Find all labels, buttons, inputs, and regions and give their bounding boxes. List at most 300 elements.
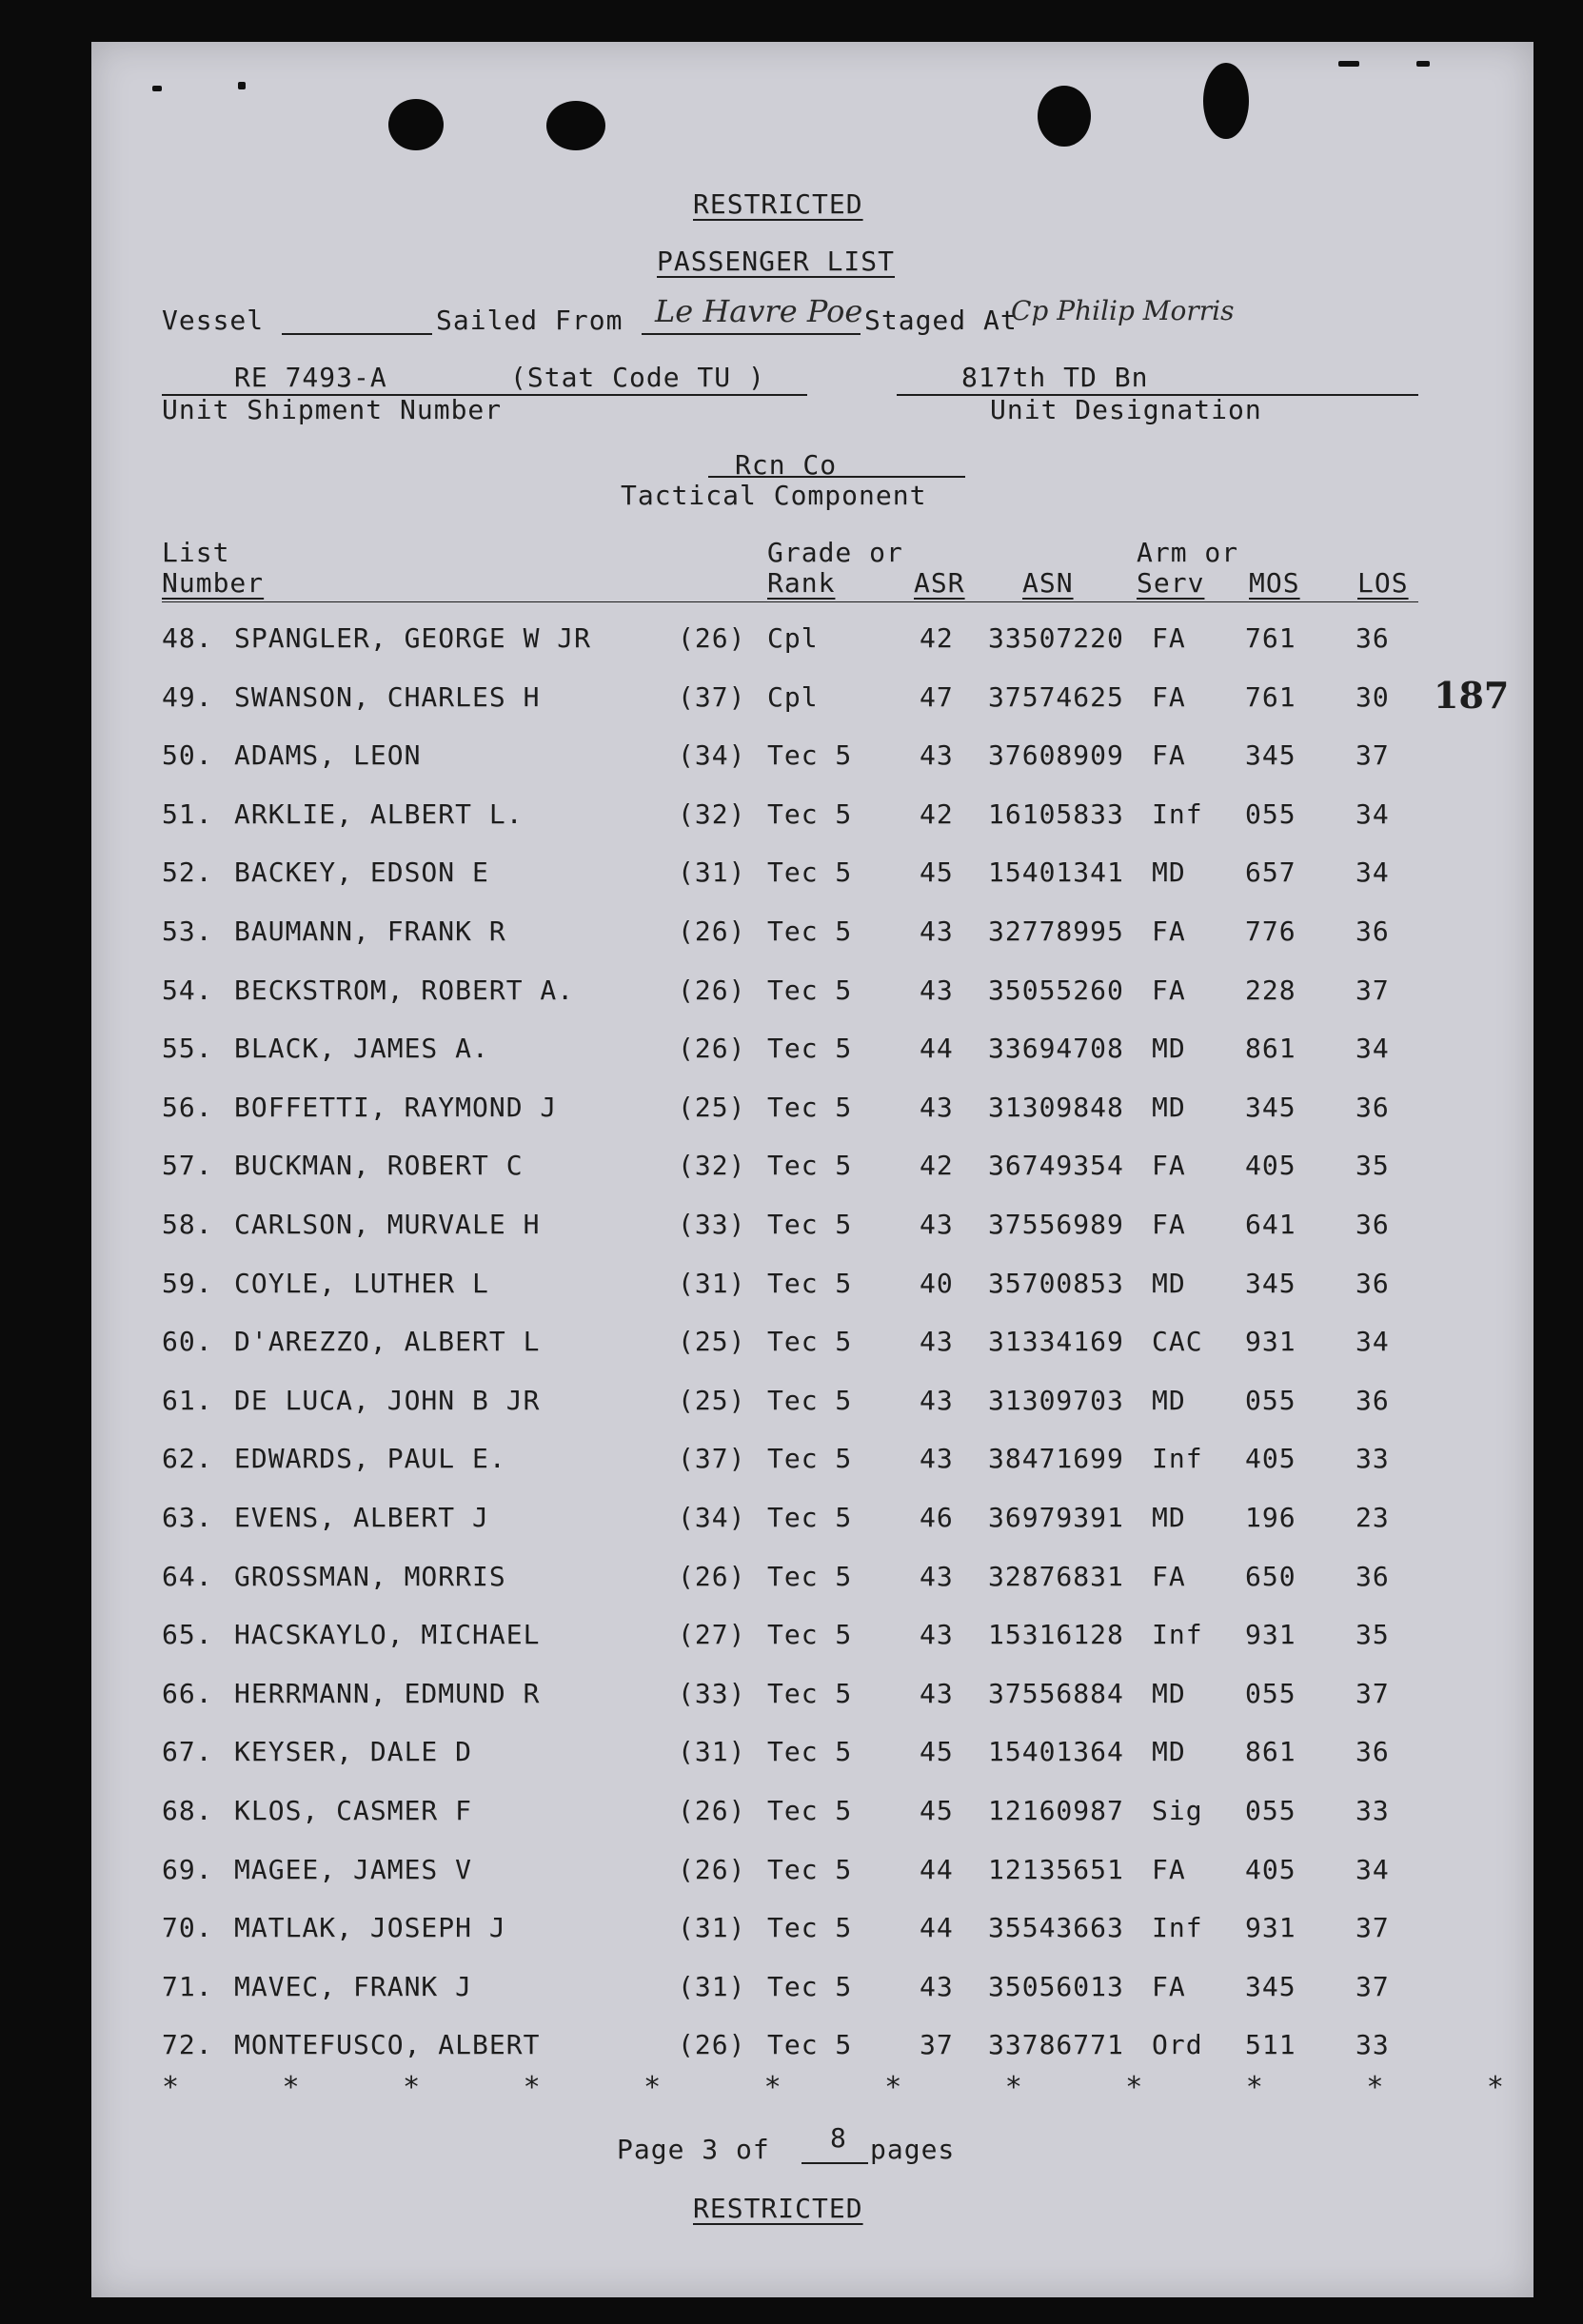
mos-code: 761	[1245, 680, 1296, 713]
los-value: 36	[1355, 1267, 1390, 1299]
mos-code: 511	[1245, 2029, 1296, 2061]
asr-score: 43	[920, 1677, 954, 1709]
mos-code: 345	[1245, 1267, 1296, 1299]
grade-rank: Tec 5	[767, 1677, 853, 1709]
row-number: 51.	[162, 798, 213, 830]
passenger-name: SPANGLER, GEORGE W JR	[234, 622, 592, 654]
passenger-name: EVENS, ALBERT J	[234, 1502, 489, 1533]
page-indicator-prefix: Page 3 of	[617, 2134, 770, 2165]
arm-or-service: FA	[1152, 622, 1186, 654]
mos-code: 345	[1245, 739, 1296, 772]
arm-or-service: FA	[1152, 916, 1186, 947]
arm-or-service: FA	[1152, 1150, 1186, 1182]
army-serial-number: 32778995	[988, 916, 1124, 947]
grade-rank: Tec 5	[767, 1560, 853, 1592]
los-value: 36	[1355, 1560, 1390, 1592]
row-number: 61.	[162, 1384, 213, 1416]
row-number: 55.	[162, 1033, 213, 1065]
los-value: 37	[1355, 1970, 1390, 2002]
army-serial-number: 16105833	[988, 798, 1124, 830]
los-value: 30	[1355, 680, 1390, 713]
passenger-age: (25)	[678, 1091, 746, 1123]
asr-score: 42	[920, 1150, 954, 1182]
separator-star: *	[763, 2071, 782, 2104]
grade-rank: Tec 5	[767, 1209, 853, 1240]
row-number: 66.	[162, 1677, 213, 1709]
arm-or-service: Inf	[1152, 1912, 1203, 1944]
army-serial-number: 38471699	[988, 1443, 1124, 1475]
mos-code: 657	[1245, 857, 1296, 889]
asr-score: 40	[920, 1267, 954, 1299]
page-total-line	[801, 2162, 868, 2164]
mos-code: 345	[1245, 1091, 1296, 1123]
army-serial-number: 33507220	[988, 622, 1124, 654]
asr-score: 43	[920, 974, 954, 1006]
col-asr: ASR	[914, 567, 965, 599]
mos-code: 055	[1245, 1384, 1296, 1416]
tactical-component-value: Rcn Co	[735, 449, 838, 481]
table-row	[91, 1561, 1534, 1599]
grade-rank: Tec 5	[767, 1267, 853, 1299]
vessel-label: Vessel	[162, 305, 265, 336]
mos-code: 861	[1245, 1736, 1296, 1768]
passenger-age: (32)	[678, 1150, 746, 1182]
table-row	[91, 1619, 1534, 1657]
grade-rank: Tec 5	[767, 1384, 853, 1416]
arm-or-service: FA	[1152, 739, 1186, 772]
passenger-name: KEYSER, DALE D	[234, 1736, 473, 1768]
separator-star: *	[162, 2071, 180, 2104]
passenger-age: (31)	[678, 857, 746, 889]
army-serial-number: 15401364	[988, 1736, 1124, 1768]
passenger-age: (25)	[678, 1326, 746, 1358]
passenger-name: BOFFETTI, RAYMOND J	[234, 1091, 558, 1123]
arm-or-service: FA	[1152, 1560, 1186, 1592]
mark-3	[1338, 61, 1359, 67]
table-row	[91, 1150, 1534, 1188]
army-serial-number: 15316128	[988, 1619, 1124, 1651]
asr-score: 43	[920, 1443, 954, 1475]
asr-score: 43	[920, 1384, 954, 1416]
arm-or-service: MD	[1152, 1384, 1186, 1416]
col-mos: MOS	[1249, 567, 1300, 599]
mark-2	[238, 82, 246, 89]
grade-rank: Tec 5	[767, 1326, 853, 1358]
grade-rank: Tec 5	[767, 1091, 853, 1123]
col-arm-bottom: Serv	[1137, 567, 1205, 599]
grade-rank: Tec 5	[767, 1033, 853, 1065]
mos-code: 405	[1245, 1853, 1296, 1885]
table-row	[91, 1033, 1534, 1071]
passenger-name: BAUMANN, FRANK R	[234, 916, 506, 947]
passenger-name: GROSSMAN, MORRIS	[234, 1560, 506, 1592]
page-total: 8	[830, 2122, 847, 2154]
mos-code: 405	[1245, 1443, 1296, 1475]
los-value: 36	[1355, 1384, 1390, 1416]
passenger-age: (33)	[678, 1677, 746, 1709]
col-grade-bottom: Rank	[767, 567, 836, 599]
mos-code: 055	[1245, 1677, 1296, 1709]
army-serial-number: 31309848	[988, 1091, 1124, 1123]
asr-score: 47	[920, 680, 954, 713]
los-value: 37	[1355, 739, 1390, 772]
passenger-age: (26)	[678, 916, 746, 947]
passenger-age: (26)	[678, 1853, 746, 1885]
col-list-top: List	[162, 537, 230, 568]
table-row	[91, 1502, 1534, 1540]
table-row	[91, 1209, 1534, 1247]
punch-hole-4	[1203, 63, 1249, 139]
grade-rank: Tec 5	[767, 1150, 853, 1182]
col-grade-top: Grade or	[767, 537, 903, 568]
passenger-age: (33)	[678, 1209, 746, 1240]
mos-code: 931	[1245, 1326, 1296, 1358]
passenger-name: COYLE, LUTHER L	[234, 1267, 489, 1299]
separator-star: *	[643, 2071, 662, 2104]
passenger-name: MAVEC, FRANK J	[234, 1970, 473, 2002]
passenger-age: (26)	[678, 1560, 746, 1592]
table-row	[91, 857, 1534, 895]
separator-star: *	[1125, 2071, 1143, 2104]
row-number: 48.	[162, 622, 213, 654]
army-serial-number: 36749354	[988, 1150, 1124, 1182]
document-title: PASSENGER LIST	[657, 246, 896, 277]
asr-score: 37	[920, 2029, 954, 2061]
asr-score: 43	[920, 1326, 954, 1358]
separator-star: *	[1486, 2071, 1504, 2104]
row-number: 70.	[162, 1912, 213, 1944]
passenger-age: (31)	[678, 1736, 746, 1768]
los-value: 36	[1355, 1091, 1390, 1123]
row-number: 69.	[162, 1853, 213, 1885]
table-row	[91, 681, 1534, 719]
los-value: 36	[1355, 1209, 1390, 1240]
los-value: 33	[1355, 1795, 1390, 1826]
passenger-name: BACKEY, EDSON E	[234, 857, 489, 889]
restricted-bottom: RESTRICTED	[693, 2193, 863, 2224]
passenger-age: (26)	[678, 1795, 746, 1826]
asr-score: 45	[920, 1736, 954, 1768]
row-number: 67.	[162, 1736, 213, 1768]
passenger-name: MONTEFUSCO, ALBERT	[234, 2029, 541, 2061]
col-asn: ASN	[1022, 567, 1074, 599]
asr-score: 44	[920, 1912, 954, 1944]
los-value: 34	[1355, 1853, 1390, 1885]
grade-rank: Tec 5	[767, 2029, 853, 2061]
army-serial-number: 37556884	[988, 1677, 1124, 1709]
arm-or-service: Sig	[1152, 1795, 1203, 1826]
army-serial-number: 36979391	[988, 1502, 1124, 1533]
asr-score: 43	[920, 1619, 954, 1651]
unit-designation-label: Unit Designation	[990, 394, 1262, 425]
mos-code: 650	[1245, 1560, 1296, 1592]
mos-code: 761	[1245, 622, 1296, 654]
table-row	[91, 1971, 1534, 2009]
grade-rank: Tec 5	[767, 974, 853, 1006]
restricted-top: RESTRICTED	[693, 188, 863, 220]
grade-rank: Tec 5	[767, 1970, 853, 2002]
los-value: 34	[1355, 1033, 1390, 1065]
asr-score: 45	[920, 857, 954, 889]
los-value: 34	[1355, 857, 1390, 889]
header-rule	[162, 601, 1418, 602]
grade-rank: Tec 5	[767, 1443, 853, 1475]
separator-star: *	[1366, 2071, 1384, 2104]
asr-score: 44	[920, 1853, 954, 1885]
passenger-age: (37)	[678, 1443, 746, 1475]
army-serial-number: 12160987	[988, 1795, 1124, 1826]
staged-at-value: Cp Philip Morris	[1011, 295, 1235, 326]
punch-hole-2	[546, 101, 605, 150]
arm-or-service: FA	[1152, 1209, 1186, 1240]
passenger-age: (25)	[678, 1384, 746, 1416]
passenger-name: SWANSON, CHARLES H	[234, 680, 541, 713]
arm-or-service: MD	[1152, 1736, 1186, 1768]
los-value: 34	[1355, 1326, 1390, 1358]
passenger-age: (31)	[678, 1912, 746, 1944]
passenger-name: CARLSON, MURVALE H	[234, 1209, 541, 1240]
mos-code: 055	[1245, 1795, 1296, 1826]
grade-rank: Cpl	[767, 680, 819, 713]
unit-designation-value: 817th TD Bn	[961, 362, 1149, 393]
end-of-list-stars	[162, 2071, 1504, 2104]
passenger-age: (26)	[678, 974, 746, 1006]
los-value: 35	[1355, 1150, 1390, 1182]
punch-hole-3	[1038, 86, 1091, 147]
passenger-age: (26)	[678, 2029, 746, 2061]
arm-or-service: MD	[1152, 1091, 1186, 1123]
passenger-name: D'AREZZO, ALBERT L	[234, 1326, 541, 1358]
mos-code: 196	[1245, 1502, 1296, 1533]
row-number: 68.	[162, 1795, 213, 1826]
table-row	[91, 916, 1534, 954]
asr-score: 43	[920, 1209, 954, 1240]
army-serial-number: 35056013	[988, 1970, 1124, 2002]
table-row	[91, 798, 1534, 837]
grade-rank: Tec 5	[767, 1795, 853, 1826]
table-row	[91, 1268, 1534, 1306]
passenger-name: KLOS, CASMER F	[234, 1795, 473, 1826]
vessel-blank-line	[282, 333, 432, 335]
mark-4	[1416, 61, 1430, 67]
row-number: 50.	[162, 739, 213, 772]
mos-code: 055	[1245, 798, 1296, 830]
army-serial-number: 35055260	[988, 974, 1124, 1006]
mos-code: 405	[1245, 1150, 1296, 1182]
passenger-age: (32)	[678, 798, 746, 830]
mos-code: 861	[1245, 1033, 1296, 1065]
army-serial-number: 35700853	[988, 1267, 1124, 1299]
mos-code: 931	[1245, 1912, 1296, 1944]
los-value: 37	[1355, 974, 1390, 1006]
row-number: 62.	[162, 1443, 213, 1475]
passenger-age: (37)	[678, 680, 746, 713]
army-serial-number: 32876831	[988, 1560, 1124, 1592]
arm-or-service: FA	[1152, 974, 1186, 1006]
arm-or-service: Inf	[1152, 1619, 1203, 1651]
asr-score: 45	[920, 1795, 954, 1826]
los-value: 37	[1355, 1677, 1390, 1709]
arm-or-service: FA	[1152, 1970, 1186, 2002]
army-serial-number: 31309703	[988, 1384, 1124, 1416]
row-number: 60.	[162, 1326, 213, 1358]
los-value: 23	[1355, 1502, 1390, 1533]
col-list-bottom: Number	[162, 567, 265, 599]
shipment-number-value: RE 7493-A	[234, 362, 387, 393]
separator-star: *	[403, 2071, 421, 2104]
table-row	[91, 1092, 1534, 1130]
passenger-age: (31)	[678, 1970, 746, 2002]
arm-or-service: MD	[1152, 857, 1186, 889]
asr-score: 46	[920, 1502, 954, 1533]
passenger-age: (34)	[678, 739, 746, 772]
asr-score: 43	[920, 916, 954, 947]
staged-at-label: Staged At	[864, 305, 1018, 336]
passenger-name: HACSKAYLO, MICHAEL	[234, 1619, 541, 1651]
table-row	[91, 739, 1534, 778]
los-value: 36	[1355, 916, 1390, 947]
asr-score: 43	[920, 1970, 954, 2002]
row-number: 54.	[162, 974, 213, 1006]
arm-or-service: Ord	[1152, 2029, 1203, 2061]
separator-star: *	[523, 2071, 541, 2104]
row-number: 63.	[162, 1502, 213, 1533]
grade-rank: Tec 5	[767, 1502, 853, 1533]
table-row	[91, 1854, 1534, 1892]
arm-or-service: FA	[1152, 1853, 1186, 1885]
table-row	[91, 2029, 1534, 2067]
separator-star: *	[1245, 2071, 1263, 2104]
passenger-name: BUCKMAN, ROBERT C	[234, 1150, 524, 1182]
mark-1	[152, 86, 162, 91]
arm-or-service: MD	[1152, 1677, 1186, 1709]
shipment-number-label: Unit Shipment Number	[162, 394, 503, 425]
grade-rank: Cpl	[767, 622, 819, 654]
punch-hole-1	[388, 99, 444, 150]
grade-rank: Tec 5	[767, 1736, 853, 1768]
table-row	[91, 1385, 1534, 1423]
grade-rank: Tec 5	[767, 1912, 853, 1944]
asr-score: 42	[920, 798, 954, 830]
arm-or-service: MD	[1152, 1033, 1186, 1065]
arm-or-service: MD	[1152, 1502, 1186, 1533]
col-arm-top: Arm or	[1137, 537, 1239, 568]
passenger-age: (31)	[678, 1267, 746, 1299]
asr-score: 43	[920, 1091, 954, 1123]
grade-rank: Tec 5	[767, 1853, 853, 1885]
passenger-name: DE LUCA, JOHN B JR	[234, 1384, 541, 1416]
separator-star: *	[282, 2071, 300, 2104]
army-serial-number: 35543663	[988, 1912, 1124, 1944]
passenger-age: (26)	[678, 622, 746, 654]
passenger-age: (26)	[678, 1033, 746, 1065]
table-row	[91, 1326, 1534, 1364]
army-serial-number: 33786771	[988, 2029, 1124, 2061]
passenger-age: (27)	[678, 1619, 746, 1651]
table-row	[91, 1443, 1534, 1481]
table-row	[91, 1678, 1534, 1716]
los-value: 33	[1355, 1443, 1390, 1475]
army-serial-number: 37556989	[988, 1209, 1124, 1240]
mos-code: 641	[1245, 1209, 1296, 1240]
asr-score: 43	[920, 1560, 954, 1592]
passenger-name: MAGEE, JAMES V	[234, 1853, 473, 1885]
row-number: 64.	[162, 1560, 213, 1592]
mos-code: 345	[1245, 1970, 1296, 2002]
row-number: 53.	[162, 916, 213, 947]
col-los: LOS	[1357, 567, 1409, 599]
asr-score: 44	[920, 1033, 954, 1065]
row-number: 56.	[162, 1091, 213, 1123]
passenger-name: HERRMANN, EDMUND R	[234, 1677, 541, 1709]
arm-or-service: Inf	[1152, 1443, 1203, 1475]
tactical-component-label: Tactical Component	[621, 480, 927, 511]
separator-star: *	[884, 2071, 902, 2104]
grade-rank: Tec 5	[767, 916, 853, 947]
sailed-from-value: Le Havre Poe	[655, 293, 863, 329]
passenger-name: ADAMS, LEON	[234, 739, 422, 772]
army-serial-number: 12135651	[988, 1853, 1124, 1885]
los-value: 34	[1355, 798, 1390, 830]
los-value: 33	[1355, 2029, 1390, 2061]
asr-score: 43	[920, 739, 954, 772]
passenger-age: (34)	[678, 1502, 746, 1533]
table-row	[91, 1795, 1534, 1833]
table-row	[91, 1912, 1534, 1950]
table-row	[91, 975, 1534, 1013]
army-serial-number: 31334169	[988, 1326, 1124, 1358]
los-value: 37	[1355, 1912, 1390, 1944]
row-number: 49.	[162, 680, 213, 713]
los-value: 35	[1355, 1619, 1390, 1651]
document-page	[91, 42, 1534, 2297]
los-value: 36	[1355, 622, 1390, 654]
passenger-name: ARKLIE, ALBERT L.	[234, 798, 524, 830]
passenger-name: EDWARDS, PAUL E.	[234, 1443, 506, 1475]
grade-rank: Tec 5	[767, 798, 853, 830]
table-row	[91, 622, 1534, 660]
arm-or-service: CAC	[1152, 1326, 1203, 1358]
margin-page-number: 187	[1434, 674, 1510, 717]
passenger-name: MATLAK, JOSEPH J	[234, 1912, 506, 1944]
sailed-from-label: Sailed From	[436, 305, 623, 336]
grade-rank: Tec 5	[767, 739, 853, 772]
asr-score: 42	[920, 622, 954, 654]
army-serial-number: 37574625	[988, 680, 1124, 713]
row-number: 57.	[162, 1150, 213, 1182]
grade-rank: Tec 5	[767, 1619, 853, 1651]
row-number: 71.	[162, 1970, 213, 2002]
row-number: 65.	[162, 1619, 213, 1651]
passenger-name: BLACK, JAMES A.	[234, 1033, 489, 1065]
arm-or-service: MD	[1152, 1267, 1186, 1299]
row-number: 59.	[162, 1267, 213, 1299]
separator-star: *	[1004, 2071, 1022, 2104]
sailed-from-line	[642, 333, 861, 335]
army-serial-number: 33694708	[988, 1033, 1124, 1065]
army-serial-number: 37608909	[988, 739, 1124, 772]
page-indicator-suffix: pages	[870, 2134, 956, 2165]
table-row	[91, 1736, 1534, 1774]
passenger-name: BECKSTROM, ROBERT A.	[234, 974, 575, 1006]
stat-code: (Stat Code TU )	[510, 362, 765, 393]
row-number: 52.	[162, 857, 213, 889]
grade-rank: Tec 5	[767, 857, 853, 889]
row-number: 58.	[162, 1209, 213, 1240]
mos-code: 931	[1245, 1619, 1296, 1651]
los-value: 36	[1355, 1736, 1390, 1768]
mos-code: 776	[1245, 916, 1296, 947]
